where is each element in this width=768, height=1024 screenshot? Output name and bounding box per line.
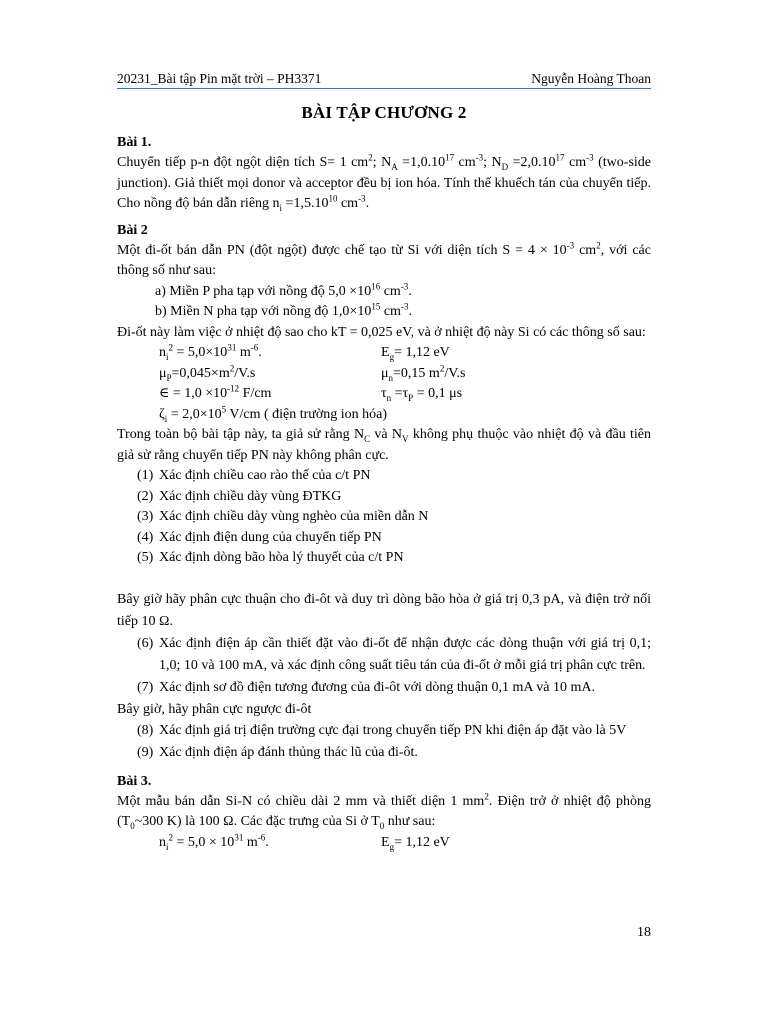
bai2-questions-part3 [117,720,651,764]
bai2-intro: Một đi-ốt bán dẫn PN (đột ngột) được chế tạo từ Si với diện tích $S = 4 \times 10^{-3}$ $cm^2$, với các thông số như sau: [117,239,651,278]
param-tau: $\tau_n =\tau_P = 0,1$ μs [381,386,463,403]
header-course: 20231_Bài tập Pin mặt trời – PH3371 [117,71,322,86]
bai1-heading: Bài 1. [117,135,152,150]
bai3-parameters [117,833,651,854]
bai2-forward-bias: Bây giờ hãy phân cực thuận cho đi-ôt và duy trì dòng bão hòa ở giá trị 0,3 pA, và điện trở nối tiếp 10 Ω. [117,591,651,629]
question-item: (7) Xác định sơ đồ điện tương đương của đi-ôt với dòng thuận 0,1 mA và 10 mA. [137,679,595,695]
param-eg: $E_g= 1,12$ eV [381,345,450,362]
bai3-text: Một mẫu bán dẫn Si-N có chiều dài 2 mm và thiết diện 1 $mm^2$. Điện trở ở nhiệt độ phòng ($T_0\sim 300$ K) là 100 Ω. Các đặc trưng của Si ở $T_0$ như sau: [117,790,651,831]
param-eg: $E_g= 1,12$ eV [381,834,450,852]
param-mup: $\mu_P=0,045\times m^2/V.s$ [159,362,256,383]
bai2-assumption: Trong toàn bộ bài tập này, ta giả sử rằng $N_C$ và $N_V$ không phụ thuộc vào nhiệt độ và đầu tiên giả sử rằng chuyển tiếp PN này không phân cực. [117,427,651,463]
param-epsilon: ∈ = $1,0 \times 10^{-12}$ F/cm [159,383,272,401]
param-ni: $n_i^2 = 5,0 \times 10^{31}$ $m^{-6}$. [159,831,269,852]
question-item: (1) Xác định chiều cao rào thế của c/t PN [137,468,371,483]
question-item: (4) Xác định điện dung của chuyển tiếp PN [137,529,382,545]
page-number: 18 [637,925,651,940]
bai2-temperature: Đi-ốt này làm việc ở nhiệt độ sao cho kT = 0,025 eV, và ở nhiệt độ này Si có các thông số sau: [117,324,646,340]
chapter-title: BÀI TẬP CHƯƠNG 2 [301,103,467,122]
question-item: (9) Xác định điện áp đánh thủng thác lũ của đi-ôt. [137,744,418,760]
bai2-parameters [117,343,651,425]
param-zeta: $\zeta_i = 2,0\times 10^5$ V/cm ( điện trường ion hóa) [159,403,388,424]
bai2-reverse-bias: Bây giờ, hãy phân cực ngược đi-ôt [117,701,312,717]
document-page [117,70,651,853]
bai2-questions-part2 [117,633,651,699]
bai2-item-a: a) Miền P pha tạp với nồng độ $5,0 \times 10^{16}$ $cm^{-3}$. [155,280,412,299]
bai2-heading: Bài 2 [117,222,148,238]
bai2-questions-part1 [117,466,651,569]
page-header [117,70,651,89]
question-item: (8) Xác định giá trị điện trường cực đại trong chuyển tiếp PN khi điện áp đặt vào là 5V [137,722,627,738]
param-mun: $\mu_n=0,15$ $m^2/V.s$ [381,362,466,383]
header-author: Nguyễn Hoàng Thoan [531,71,651,86]
question-item: (2) Xác định chiều dày vùng ĐTKG [137,488,342,504]
param-ni: $n_i^2 = 5,0\times 10^{31}$ $m^{-6}$. [159,342,262,362]
bai3-heading: Bài 3. [117,773,152,789]
question-item: (5) Xác định dòng bão hòa lý thuyết của c/t PN [137,550,404,565]
question-item: (3) Xác định chiều dày vùng nghèo của miền dẫn N [137,509,429,524]
bai1-text: Chuyển tiếp p-n đột ngột diện tích S= 1 $cm^2$; $N_A =1,0.10^{17}$ $cm^{-3}$; $N_D =2,0.10^{17}$ $cm^{-3}$ (two-side junction). Giả thiết mọi donor và acceptor đều bị ion hóa. Tính thế khuếch tán của chuyển tiếp. Cho nồng độ bán dẫn riêng $n_i =1,5.10^{10}$ $cm^{-3}$. [117,152,651,213]
bai2-item-b: b) Miền N pha tạp với nồng độ $1,0\times 10^{15}$ $cm^{-3}$. [155,301,412,319]
question-item: (6) Xác định điện áp cần thiết đặt vào đi-ốt để nhận được các dòng thuận với giá trị 0,1; 1,0; 10 và 100 mA, và xác định công suất tiêu tán của đi-ốt ở mỗi giá trị phân cực trên. [137,635,651,673]
